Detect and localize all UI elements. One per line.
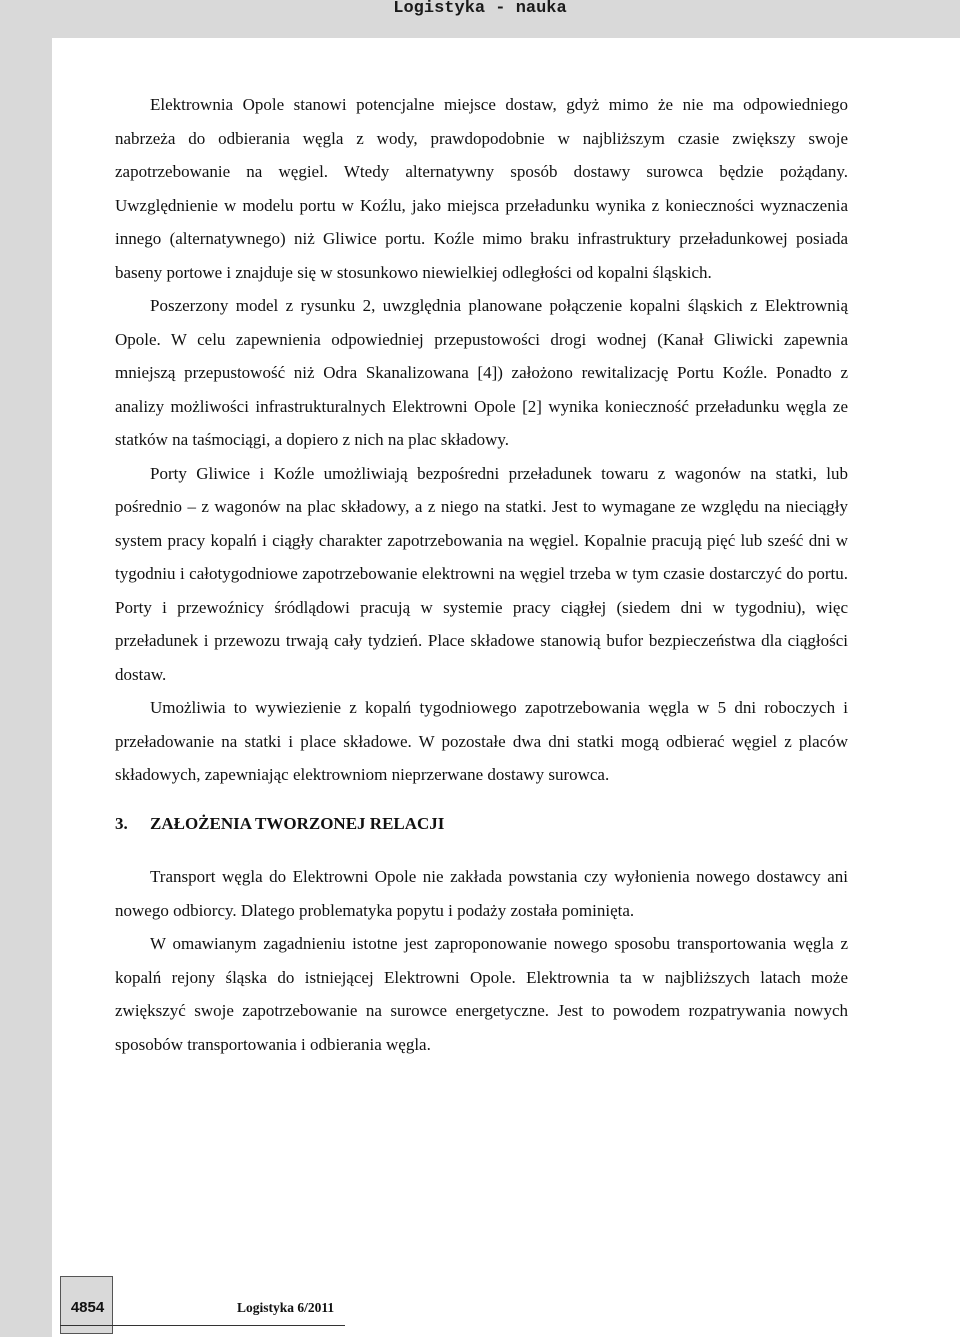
paragraph: Porty Gliwice i Koźle umożliwiają bezpośredni przeładunek towaru z wagonów na statki, lub pośrednio – z wagonów na plac składowy, a z niego na statki. Jest to wymagane ze względu na nieciągły system pracy kopalń i ciągły charakter zapotrzebowania na węgiel. Kopalnie pracują pięć lub sześć dni w tygodniu i całotygodniowe zapotrzebowanie elektrowni na węgiel trzeba w tym czasie dostarczyć do portu. Porty i przewoźnicy śródlądowi pracują w systemie pracy ciągłej (siedem dni w tygodniu), więc przeładunek i przewozu trwają cały tydzień. Place składowe stanowią bufor bezpieczeństwa dla ciągłości dostaw. xyxy=(115,463,848,684)
section-title: ZAŁOŻENIA TWORZONEJ RELACJI xyxy=(150,813,445,833)
paragraph: W omawianym zagadnieniu istotne jest zaproponowanie nowego sposobu transportowania węgla z kopalń rejony śląska do istniejącej Elektrowni Opole. Elektrownia ta w najbliższych latach może zwiększyć swoje zapotrzebowanie na surowce energetyczne. Jest to powodem rozpatrywania nowych sposobów transportowania i odbierania węgla. xyxy=(115,934,848,1054)
section-number: 3. xyxy=(115,813,128,833)
footer-divider xyxy=(60,1325,345,1326)
running-header xyxy=(0,0,960,38)
page-footer xyxy=(60,1276,345,1334)
article-content xyxy=(115,88,848,1061)
paragraph: Elektrownia Opole stanowi potencjalne miejsce dostaw, gdyż mimo że nie ma odpowiedniego nabrzeża do odbierania węgla z wody, prawdopodobnie w najbliższym czasie zwiększy swoje zapotrzebowanie na węgiel. Wtedy alternatywny sposób dostawy surowca będzie pożądany. Uwzględnienie w modelu portu w Koźlu, jako miejsca przeładunku wynika z konieczności wyznaczenia innego (alternatywnego) niż Gliwice portu. Koźle mimo braku infrastruktury przeładunkowej posiada baseny portowe i znajduje się w stosunkowo niewielkiej odległości od kopalni śląskich. xyxy=(115,95,848,282)
section-heading xyxy=(115,792,848,861)
paragraph: Umożliwia to wywiezienie z kopalń tygodniowego zapotrzebowania węgla w 5 dni roboczych i przeładowanie na statki i place składowe. W pozostałe dwa dni statki mogą odbierać węgiel z placów składowych, zapewniając elektrowniom nieprzerwane dostawy surowca. xyxy=(115,698,848,784)
paragraph: Transport węgla do Elektrowni Opole nie zakłada powstania czy wyłonienia nowego dostawcy ani nowego odbiorcy. Dlatego problematyka popytu i podaży została pominięta. xyxy=(115,867,848,920)
page-body xyxy=(52,38,960,1337)
header-title: Logistyka - nauka xyxy=(393,0,567,18)
paragraph: Poszerzony model z rysunku 2, uwzględnia planowane połączenie kopalni śląskich z Elektrownią Opole. W celu zapewnienia odpowiedniej przepustowości drogi wodnej (Kanał Gliwicki zapewnia mniejszą przepustowość niż Odra Skanalizowana [4]) założono rewitalizację Portu Koźle. Ponadto z analizy możliwości infrastrukturalnych Elektrowni Opole [2] wynika konieczność przeładunku węgla ze statków na taśmociągi, a dopiero z nich na plac składowy. xyxy=(115,296,848,449)
page-number: 4854 xyxy=(70,1299,105,1316)
journal-name: Logistyka 6/2011 xyxy=(237,1300,335,1315)
